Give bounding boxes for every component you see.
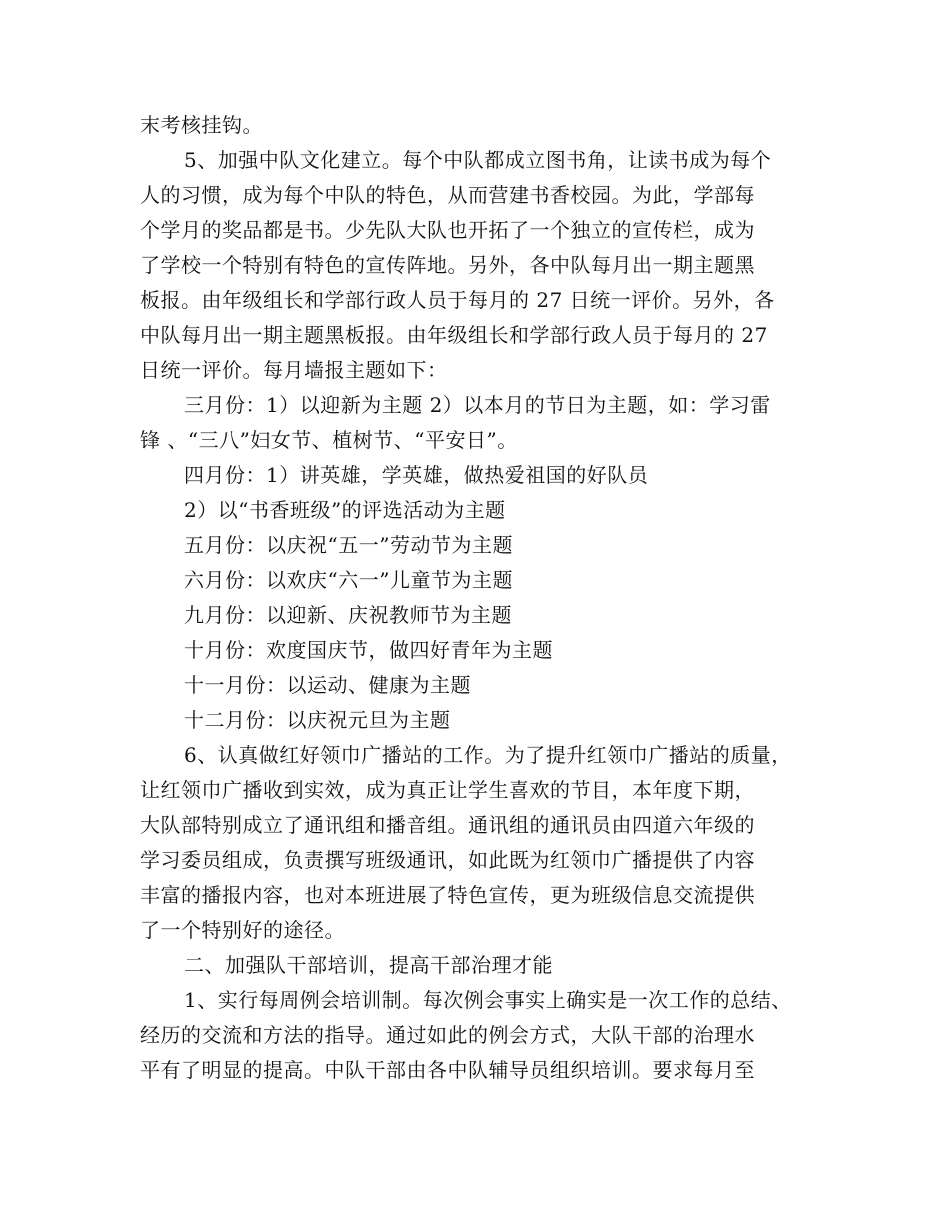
text-line: 六月份：以欢庆“六一”儿童节为主题 (184, 568, 513, 592)
text-line: 三月份：1）以迎新为主题 2）以本月的节日为主题，如：学习雷 (184, 393, 771, 417)
text-line: 2）以“书香班级”的评选活动为主题 (184, 498, 506, 522)
text-line: 日统一评价。每月墙报主题如下： (140, 358, 448, 382)
document-body (140, 108, 812, 1088)
text-line: 十月份：欢度国庆节，做四好青年为主题 (184, 638, 553, 662)
text-line: 人的习惯，成为每个中队的特色，从而营建书香校园。为此，学部每 (140, 183, 755, 207)
text-line: 九月份：以迎新、庆祝教师节为主题 (184, 603, 512, 627)
text-line: 四月份：1）讲英雄，学英雄，做热爱祖国的好队员 (184, 463, 649, 487)
text-line: 了学校一个特别有特色的宣传阵地。另外，各中队每月出一期主题黑 (140, 253, 755, 277)
text-line: 锋 、“三八”妇女节、植树节、“平安日”。 (140, 428, 518, 452)
text-line: 十二月份：以庆祝元旦为主题 (184, 708, 451, 732)
text-line: 丰富的播报内容，也对本班进展了特色宣传，更为班级信息交流提供 (140, 883, 755, 907)
text-line: 学习委员组成，负责撰写班级通讯，如此既为红领巾广播提供了内容 (140, 848, 755, 872)
text-line: 末考核挂钩。 (140, 113, 263, 137)
text-line: 让红领巾广播收到实效，成为真正让学生喜欢的节目，本年度下期， (140, 778, 755, 802)
text-line: 大队部特别成立了通讯组和播音组。通讯组的通讯员由四道六年级的 (140, 813, 755, 837)
text-line: 五月份：以庆祝“五一”劳动节为主题 (184, 533, 513, 557)
text-line: 个学月的奖品都是书。少先队大队也开拓了一个独立的宣传栏，成为 (140, 218, 755, 242)
text-line: 了一个特别好的途径。 (140, 918, 345, 942)
text-line: 5、加强中队文化建立。每个中队都成立图书角，让读书成为每个 (184, 148, 772, 172)
text-line: 十一月份：以运动、健康为主题 (184, 673, 471, 697)
text-line: 平有了明显的提高。中队干部由各中队辅导员组织培训。要求每月至 (140, 1058, 755, 1082)
text-line: 1、实行每周例会培训制。每次例会事实上确实是一次工作的总结、 (184, 988, 792, 1012)
text-line: 板报。由年级组长和学部行政人员于每月的 27 日统一评价。另外，各 (140, 288, 775, 312)
text-line: 二、加强队干部培训，提高干部治理才能 (184, 953, 553, 977)
text-line: 经历的交流和方法的指导。通过如此的例会方式，大队干部的治理水 (140, 1023, 755, 1047)
text-line: 6、认真做红好领巾广播站的工作。为了提升红领巾广播站的质量， (184, 743, 792, 767)
text-line: 中队每月出一期主题黑板报。由年级组长和学部行政人员于每月的 27 (140, 323, 768, 347)
